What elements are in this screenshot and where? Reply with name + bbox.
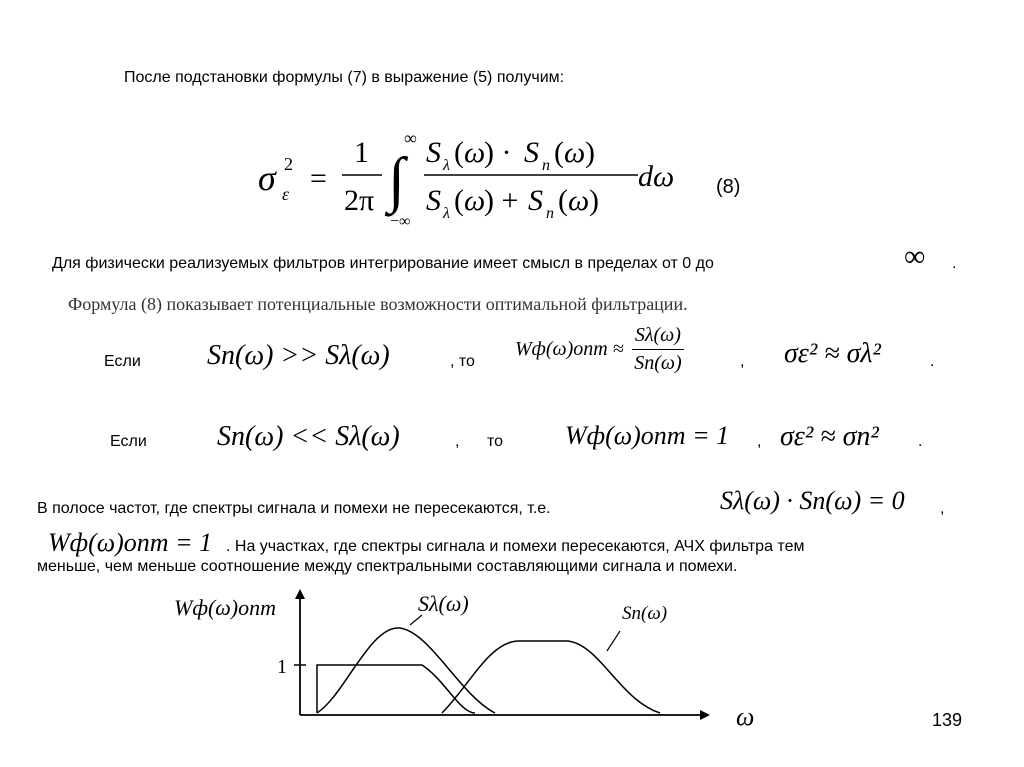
- svg-text:−∞: −∞: [390, 213, 411, 230]
- case2-sigma: σε² ≈ σn²: [780, 421, 879, 452]
- svg-text:n: n: [546, 205, 554, 222]
- svg-text:) ·: ) ·: [484, 136, 512, 169]
- case1-condition: Sn(ω) >> Sλ(ω): [207, 340, 390, 371]
- svg-text:S: S: [528, 184, 543, 217]
- intro-text: После подстановки формулы (7) в выражение (5) получим:: [124, 69, 565, 86]
- case1-w-num: Sλ(ω): [632, 324, 683, 350]
- band-comma: ,: [940, 500, 945, 517]
- svg-text:): ): [585, 136, 595, 169]
- svg-text:ω: ω: [464, 136, 486, 169]
- svg-text:ε: ε: [282, 184, 290, 204]
- infinity-symbol: ∞: [904, 240, 926, 273]
- signal-label: Sλ(ω): [418, 591, 469, 616]
- svg-text:S: S: [426, 136, 441, 169]
- svg-text:S: S: [524, 136, 539, 169]
- limits-text: Для физически реализуемых фильтров интегрирование имеет смысл в пределах от 0 до: [52, 255, 714, 272]
- equation-8-svg: [258, 130, 678, 230]
- svg-text:σ: σ: [258, 158, 276, 198]
- case1-comma: ,: [740, 353, 745, 370]
- equation-label: (8): [716, 176, 741, 198]
- case1-to: , то: [450, 353, 475, 370]
- case1-if: Если: [104, 353, 141, 370]
- svg-text:=: =: [310, 162, 327, 195]
- band-text: В полосе частот, где спектры сигнала и помехи не пересекаются, т.е.: [37, 500, 551, 517]
- case1-w-lhs: Wф(ω)опт ≈: [515, 338, 624, 360]
- signal-leader-line: [410, 615, 422, 625]
- case1-w-den: Sn(ω): [634, 352, 682, 374]
- case2-condition: Sn(ω) << Sλ(ω): [217, 421, 400, 452]
- noise-spectrum-curve: [442, 641, 660, 713]
- svg-text:λ: λ: [443, 205, 450, 222]
- w-one-formula: Wф(ω)опт = 1: [48, 528, 213, 557]
- svg-text:2: 2: [284, 154, 293, 174]
- svg-text:(: (: [454, 136, 464, 169]
- svg-text:2π: 2π: [344, 184, 375, 217]
- y-axis-label: Wф(ω)опт: [174, 595, 277, 620]
- svg-text:∞: ∞: [404, 130, 417, 148]
- case2-dot: .: [918, 433, 923, 450]
- case1-w-fraction: [632, 324, 683, 375]
- svg-text:ω: ω: [464, 184, 486, 217]
- svg-text:S: S: [426, 184, 441, 217]
- noise-leader-line: [607, 631, 620, 651]
- limits-dot: .: [952, 255, 957, 272]
- case1-sigma: σε² ≈ σλ²: [784, 338, 881, 369]
- svg-text:) +: ) +: [484, 184, 519, 217]
- svg-text:(: (: [454, 184, 464, 217]
- svg-text:dω: dω: [638, 160, 675, 193]
- formula-note: Формула (8) показывает потенциальные возможности оптимальной фильтрации.: [68, 294, 688, 314]
- noise-label: Sn(ω): [622, 603, 668, 624]
- case2-w-eq: Wф(ω)опт = 1: [565, 421, 730, 450]
- case1-w-formula: [515, 324, 684, 394]
- page-number: 139: [932, 710, 963, 730]
- y-tick-label: 1: [277, 656, 287, 678]
- case1-dot: .: [930, 353, 935, 370]
- case2-if: Если: [110, 433, 147, 450]
- svg-text:ω: ω: [568, 184, 590, 217]
- case2-comma2: ,: [757, 433, 762, 450]
- svg-text:ω: ω: [564, 136, 586, 169]
- band-formula: Sλ(ω) · Sn(ω) = 0: [720, 486, 905, 515]
- svg-text:): ): [589, 184, 599, 217]
- case2-to: то: [487, 433, 504, 450]
- paragraph-line-1: . На участках, где спектры сигнала и помехи пересекаются, АЧХ фильтра тем: [226, 538, 805, 555]
- svg-text:∫: ∫: [388, 146, 405, 214]
- svg-text:(: (: [558, 184, 568, 217]
- paragraph-line-2: меньше, чем меньше соотношение между спектральными составляющими сигнала и помехи.: [37, 558, 738, 575]
- svg-text:(: (: [554, 136, 564, 169]
- equation-8: [258, 130, 678, 230]
- signal-spectrum-curve: [317, 628, 495, 713]
- case2-comma1: ,: [455, 433, 460, 450]
- svg-text:1: 1: [354, 136, 369, 169]
- svg-text:n: n: [542, 157, 550, 174]
- x-axis-label: ω: [736, 702, 755, 731]
- svg-text:λ: λ: [443, 157, 450, 174]
- spectrum-chart: [160, 585, 780, 735]
